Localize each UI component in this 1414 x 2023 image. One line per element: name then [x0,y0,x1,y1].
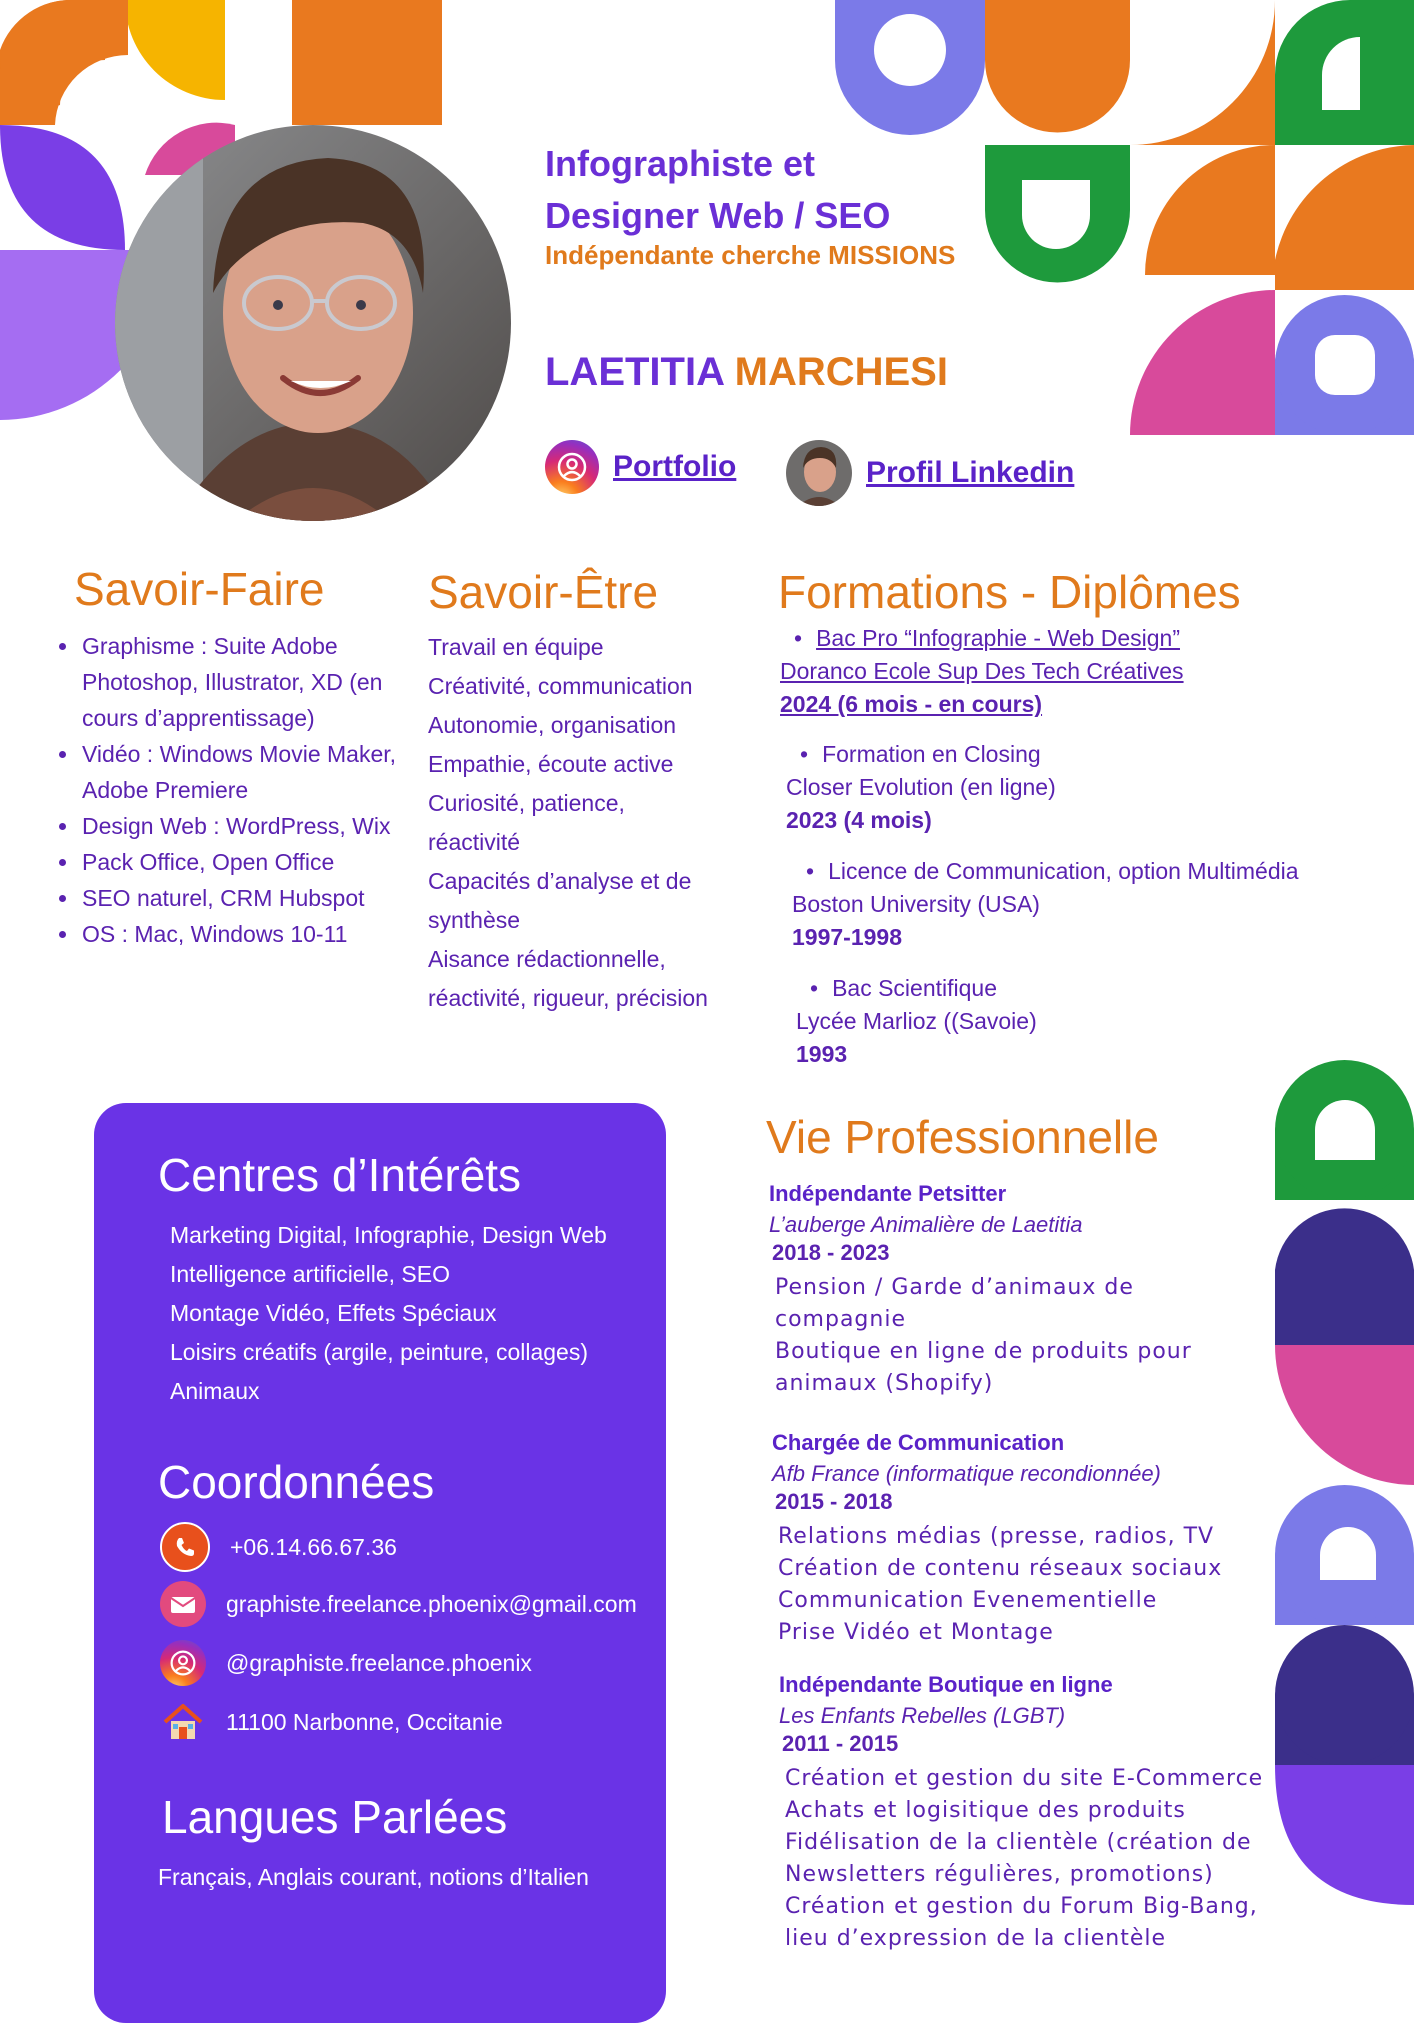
white-drop-hole [1022,180,1090,249]
list-item: • Vidéo : Windows Movie Maker, Adobe Premiere [80,736,400,808]
orange-arch-shape-2 [0,0,128,125]
job-line: Achats et logisitique des produits [785,1798,1186,1823]
job-line: Fidélisation de la clientèle (création de [785,1830,1252,1855]
orange-block-shape [985,0,1130,133]
langues-text: Français, Anglais courant, notions d’Italien [158,1864,589,1890]
job-line: Pension / Garde d’animaux de [775,1275,1134,1300]
instagram-handle[interactable]: @graphiste.freelance.phoenix [226,1649,532,1676]
list-item: • SEO naturel, CRM Hubspot [80,880,400,916]
list-item: Créativité, communication [428,673,693,699]
formations-heading: Formations - Diplômes [778,566,1241,618]
formation-item[interactable] [780,622,1184,721]
job-line: animaux (Shopify) [775,1371,994,1396]
list-item: • Design Web : WordPress, Wix [80,808,400,844]
orange-arch-shape-3 [1130,0,1275,145]
savoir-etre-heading: Savoir-Être [428,566,659,618]
list-item: • Graphisme : Suite Adobe Photoshop, Illustrator, XD (en cours d’apprentissage) [80,628,400,736]
interets-list [170,1216,607,1411]
job-line: Newsletters régulières, promotions) [785,1862,1214,1887]
formation-school: Closer Evolution (en ligne) [786,774,1056,800]
job-period: 2011 - 2015 [782,1731,899,1756]
list-item: réactivité, rigueur, précision [428,985,708,1011]
list-item: • OS : Mac, Windows 10-11 [80,916,400,952]
job-entry [779,1669,1299,1955]
list-item: Montage Vidéo, Effets Spéciaux [170,1300,497,1326]
orange-quarter-shape-2 [1145,145,1275,275]
address-row [160,1699,503,1745]
list-item: Curiosité, patience, [428,790,625,816]
list-item: Intelligence artificielle, SEO [170,1261,450,1287]
job-line: Communication Evenementielle [778,1588,1158,1613]
interets-heading: Centres d’Intérêts [158,1149,522,1201]
instagram-icon [160,1640,206,1686]
formation-year[interactable]: 2024 (6 mois - en cours) [780,691,1043,717]
formation-year: 1997-1998 [792,924,902,950]
full-name [545,350,948,395]
list-item: • Pack Office, Open Office [80,844,400,880]
formation-year: 1993 [796,1041,848,1067]
white-ring-hole [874,14,946,86]
formation-item [792,855,1299,954]
formation-school[interactable]: Doranco Ecole Sup Des Tech Créatives [780,658,1184,684]
instagram-icon [545,440,599,494]
savoir-faire-heading: Savoir-Faire [74,563,325,615]
formation-title: Licence de Communication, option Multimédia [828,858,1299,884]
job-period: 2015 - 2018 [775,1489,893,1514]
linkedin-link[interactable]: Profil Linkedin [866,456,1075,489]
formation-title: Formation en Closing [822,741,1041,767]
job-description [769,1272,1289,1400]
mail-icon [160,1581,206,1627]
white-green-hole-2 [1315,1100,1375,1160]
yellow-quarter-shape [125,0,225,100]
portfolio-link[interactable]: Portfolio [613,450,737,483]
address-text: 11100 Narbonne, Occitanie [226,1708,503,1735]
job-title-line2: Designer Web / SEO [545,195,891,236]
experience-heading: Vie Professionnelle [766,1111,1159,1163]
navy-half-shape [1275,1208,1414,1345]
pink-quarter-shape-3 [1275,1345,1414,1485]
langues-heading: Langues Parlées [162,1791,508,1843]
job-description [772,1521,1292,1649]
job-description [779,1763,1299,1955]
job-line: Relations médias (presse, radios, TV [778,1524,1215,1549]
list-item: Animaux [170,1378,260,1404]
instagram-row[interactable] [160,1640,532,1686]
job-line: Création et gestion du Forum Big-Bang, [785,1894,1258,1919]
phone-icon [160,1522,210,1572]
first-name: LAETITIA [545,350,724,394]
list-item: Capacités d’analyse et de [428,868,692,894]
job-line: Prise Vidéo et Montage [778,1620,1054,1645]
orange-arch-right [1275,145,1414,290]
job-line: Création et gestion du site E-Commerce [785,1766,1264,1791]
list-item: Travail en équipe [428,634,604,660]
phone-number[interactable]: +06.14.66.67.36 [230,1533,397,1560]
formation-school: Lycée Marlioz ((Savoie) [796,1008,1037,1034]
job-company: L’auberge Animalière de Laetitia [769,1212,1083,1237]
last-name: MARCHESI [734,350,948,394]
orange-tab-shape-2 [292,0,442,125]
job-entry [772,1427,1292,1649]
email-row[interactable] [160,1581,637,1627]
linkedin-avatar [786,440,852,506]
formation-year: 2023 (4 mois) [786,807,932,833]
pink-quarter-shape-2 [1130,290,1275,435]
periwinkle-ring-hole [1315,335,1375,395]
formation-title: Bac Scientifique [832,975,997,1001]
list-item: Aisance rédactionnelle, [428,946,666,972]
job-line: Boutique en ligne de produits pour [775,1339,1192,1364]
job-entry [769,1178,1289,1400]
formation-item [786,738,1056,837]
purple-leaf-shape [0,125,125,250]
list-item: Autonomie, organisation [428,712,677,738]
home-icon [160,1699,206,1745]
linkedin-link-row [786,440,1074,506]
list-item: Empathie, écoute active [428,751,674,777]
job-role: Indépendante Petsitter [769,1181,1007,1206]
job-line: lieu d’expression de la clientèle [785,1926,1167,1951]
portfolio-link-row [545,440,736,494]
list-item: réactivité [428,829,521,855]
savoir-faire-list [52,628,400,952]
job-subtitle: Indépendante cherche MISSIONS [545,240,956,270]
profile-photo [113,123,513,523]
formation-title[interactable]: Bac Pro “Infographie - Web Design” [816,625,1180,651]
savoir-etre-list [428,628,748,1018]
job-role: Chargée de Communication [772,1430,1065,1455]
job-period: 2018 - 2023 [772,1240,890,1265]
job-line: Création de contenu réseaux sociaux [778,1556,1223,1581]
job-title [545,138,890,242]
job-title-line1: Infographiste et [545,143,816,184]
job-line: compagnie [775,1307,906,1332]
list-item: synthèse [428,907,521,933]
job-role: Indépendante Boutique en ligne [779,1672,1113,1697]
formation-school: Boston University (USA) [792,891,1040,917]
list-item: Loisirs créatifs (argile, peinture, collages) [170,1339,589,1365]
email-address[interactable]: graphiste.freelance.phoenix@gmail.com [226,1590,637,1617]
coordonnees-heading: Coordonnées [158,1456,435,1508]
phone-row[interactable] [160,1522,397,1572]
list-item: Marketing Digital, Infographie, Design Web [170,1222,607,1248]
job-company: Afb France (informatique recondionnée) [772,1461,1161,1486]
formation-item [796,972,1037,1071]
job-company: Les Enfants Rebelles (LGBT) [779,1703,1066,1728]
